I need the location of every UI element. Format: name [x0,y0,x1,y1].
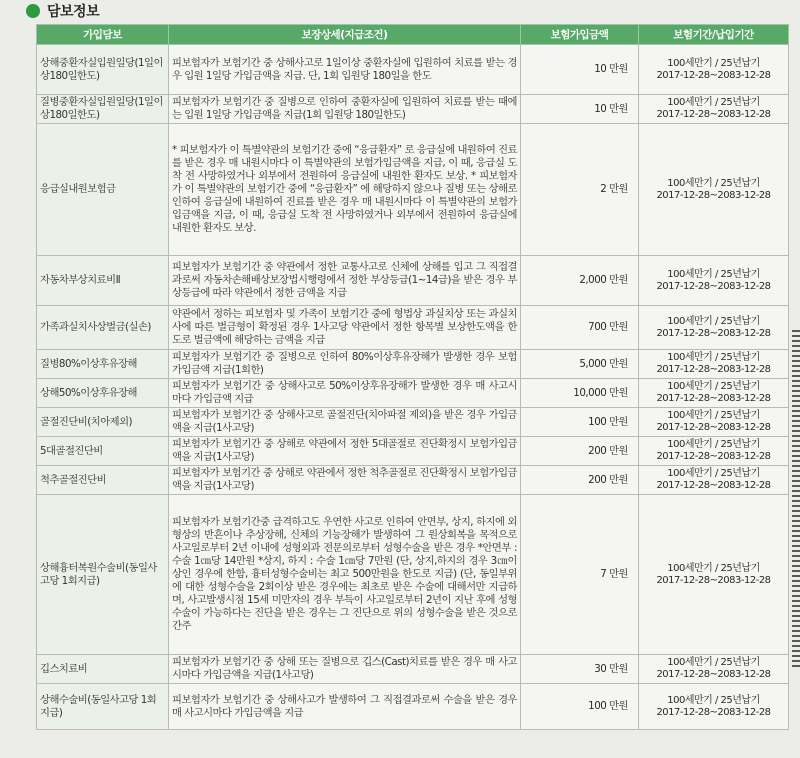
coverage-amount-cell: 10,000 만원 [521,379,639,408]
coverage-detail-cell: 피보험자가 보험기간 중 질병으로 인하여 중환자실에 입원하여 치료를 받는 때에는 입원 1일당 가입금액을 지급(1회 입원당 180일한도) [169,95,521,124]
coverage-name-cell: 자동차부상치료비Ⅱ [37,256,169,306]
table-header-row [37,25,789,45]
period-date-text: 2017-12-28~2083-12-28 [656,189,771,201]
coverage-amount-cell: 10 만원 [521,95,639,124]
period-date-text: 2017-12-28~2083-12-28 [656,364,771,375]
period-term-text: 100세만기 / 25년납기 [667,315,760,327]
coverage-amount-cell: 100 만원 [521,408,639,437]
coverage-period-cell [639,45,789,95]
period-term-text: 100세만기 / 25년납기 [667,57,760,69]
period-date-text: 2017-12-28~2083-12-28 [656,327,771,339]
coverage-period-cell [639,379,789,408]
period-date-text: 2017-12-28~2083-12-28 [656,480,771,491]
header-detail: 보장상세(지급조건) [169,25,521,45]
table-row [37,655,789,684]
header-amount: 보험가입금액 [521,25,639,45]
period-term-text: 100세만기 / 25년납기 [667,352,760,363]
coverage-period-cell [639,350,789,379]
table-row [37,408,789,437]
coverage-amount-cell: 700 만원 [521,306,639,350]
period-date-text: 2017-12-28~2083-12-28 [656,393,771,404]
coverage-name-cell: 상해중환자실입원일당(1일이상180일한도) [37,45,169,95]
period-date-text: 2017-12-28~2083-12-28 [656,451,771,462]
table-row [37,95,789,124]
coverage-detail-cell: 피보험자가 보험기간 중 질병으로 인하여 80%이상후유장해가 발생한 경우 보험가입금액 지급(1회한) [169,350,521,379]
table-row [37,684,789,730]
coverage-detail-cell: 피보험자가 보험기간 중 상해사고로 골절진단(치아파절 제외)을 받은 경우 가입금액을 지급(1사고당) [169,408,521,437]
coverage-amount-cell: 200 만원 [521,437,639,466]
coverage-period-cell [639,95,789,124]
table-row [37,124,789,256]
coverage-period-cell [639,256,789,306]
table-row [37,256,789,306]
coverage-amount-cell: 5,000 만원 [521,350,639,379]
period-date-text: 2017-12-28~2083-12-28 [656,422,771,433]
period-term-text: 100세만기 / 25년납기 [667,410,760,421]
coverage-amount-cell: 2 만원 [521,124,639,256]
period-term-text: 100세만기 / 25년납기 [667,468,760,479]
coverage-detail-cell: * 피보험자가 이 특별약관의 보험기간 중에 “응급환자” 로 응급실에 내원하여 진료를 받은 경우 매 내원시마다 이 특별약관의 보험가입금액을 지급, 이 때, 응급실 도착 전 사망하였거나 외부에서 전원하여 응급실에 내원한 환자도 보상. * 피보험자가 이 특별약관의 보험기간 중에 “응급환자” 에 해당하지 않으나 질병 또는 상해로 인하여 응급실에 내원하여 진료를 받은 경우 매 내원시마다 이 특별약관의 보험가입금액을 지급, 이 때, 응급실 도착 전 사망하였거나 외부에서 전원하여 응급실에 내원한 환자도 보상. [169,124,521,256]
period-term-text: 100세만기 / 25년납기 [667,562,760,574]
coverage-name-cell: 5대골절진단비 [37,437,169,466]
coverage-amount-cell: 10 만원 [521,45,639,95]
coverage-name-cell: 척추골절진단비 [37,466,169,495]
period-date-text: 2017-12-28~2083-12-28 [656,706,771,718]
coverage-name-cell: 상해흉터복원수술비(동일사고당 1회지급) [37,495,169,655]
coverage-detail-cell: 피보험자가 보험기간 중 상해사고로 1일이상 중환자실에 입원하여 치료를 받는 경우 입원 1일당 가입금액을 지급. 단, 1회 입원당 180일을 한도 [169,45,521,95]
period-term-text: 100세만기 / 25년납기 [667,268,760,280]
coverage-name-cell: 가족과실치사상벌금(실손) [37,306,169,350]
coverage-detail-cell: 약관에서 정하는 피보험자 및 가족이 보험기간 중에 형법상 과실치상 또는 과실치사에 따른 벌금형이 확정된 경우 1사고당 약관에서 정한 항목별 보상한도액을 한도로 벌금액에 해당하는 금액을 지급 [169,306,521,350]
period-term-text: 100세만기 / 25년납기 [667,439,760,450]
coverage-period-cell [639,684,789,730]
section-bullet-icon [26,4,40,18]
section-header [0,0,800,22]
coverage-name-cell: 깁스치료비 [37,655,169,684]
coverage-detail-cell: 피보험자가 보험기간 중 상해로 약관에서 정한 5대골절로 진단확정시 보험가입금액을 지급(1사고당) [169,437,521,466]
period-date-text: 2017-12-28~2083-12-28 [656,669,771,680]
coverage-detail-cell: 피보험자가 보험기간 중 약관에서 정한 교통사고로 신체에 상해를 입고 그 직접결과로써 자동차손해배상보장법시행령에서 정한 부상등급(1~14급)을 받은 경우 부상등급에 따라 약관에서 정한 금액을 지급 [169,256,521,306]
coverage-amount-cell: 200 만원 [521,466,639,495]
barcode-edge-marks [792,330,800,670]
table-row [37,437,789,466]
table-row [37,350,789,379]
period-date-text: 2017-12-28~2083-12-28 [656,109,771,120]
coverage-period-cell [639,124,789,256]
section-title: 담보정보 [47,4,100,20]
table-row [37,306,789,350]
coverage-name-cell: 질병중환자실입원일당(1일이상180일한도) [37,95,169,124]
coverage-period-cell [639,306,789,350]
coverage-detail-cell: 피보험자가 보험기간 중 상해사고가 발생하여 그 직접결과로써 수술을 받은 경우 매 사고시마다 가입금액을 지급 [169,684,521,730]
table-row [37,495,789,655]
coverage-detail-cell: 피보험자가 보험기간중 급격하고도 우연한 사고로 인하여 안면부, 상지, 하지에 외형상의 반흔이나 추상장해, 신체의 기능장해가 발생하여 그 원상회복을 목적으로 사고일로부터 2년 이내에 성형외과 전문의로부터 성형수술을 받은 경우 *안면부 : 수술 1㎝당 14만원 *상지, 하지 : 수술 1㎝당 7만원 (단, 상지,하지의 경우 3㎝이상인 경우에 한함, 흉터성형수술비는 최고 500만원을 한도로 지급) (단, 동일부위에 대한 성형수술을 2회이상 받은 경우에는 최초로 받은 수술에 대해서만 지급하며, 사고발생시점 15세 미만자의 경우 부득이 사고일로부터 2년이 지난 후에 성형 수술이 가능하다는 진단을 받은 경우는 그 진단으로 위의 성형수술을 받은 것으로 간주 [169,495,521,655]
coverage-table [36,24,789,730]
coverage-detail-cell: 피보험자가 보험기간 중 상해로 약관에서 정한 척추골절로 진단확정시 보험가입금액을 지급(1사고당) [169,466,521,495]
coverage-amount-cell: 2,000 만원 [521,256,639,306]
coverage-period-cell [639,437,789,466]
table-row [37,45,789,95]
period-date-text: 2017-12-28~2083-12-28 [656,280,771,292]
header-coverage: 가입담보 [37,25,169,45]
coverage-name-cell: 골절진단비(치아제외) [37,408,169,437]
header-period: 보험기간/납입기간 [639,25,789,45]
coverage-name-cell: 응급실내원보험금 [37,124,169,256]
period-date-text: 2017-12-28~2083-12-28 [656,69,771,81]
period-term-text: 100세만기 / 25년납기 [667,657,760,668]
coverage-detail-cell: 피보험자가 보험기간 중 상해사고로 50%이상후유장해가 발생한 경우 매 사고시마다 가입금액 지급 [169,379,521,408]
coverage-amount-cell: 30 만원 [521,655,639,684]
coverage-amount-cell: 100 만원 [521,684,639,730]
period-term-text: 100세만기 / 25년납기 [667,97,760,108]
coverage-period-cell [639,466,789,495]
period-term-text: 100세만기 / 25년납기 [667,177,760,189]
period-term-text: 100세만기 / 25년납기 [667,381,760,392]
table-row [37,466,789,495]
coverage-period-cell [639,408,789,437]
coverage-amount-cell: 7 만원 [521,495,639,655]
period-date-text: 2017-12-28~2083-12-28 [656,574,771,586]
period-term-text: 100세만기 / 25년납기 [667,694,760,706]
coverage-name-cell: 상해50%이상후유장해 [37,379,169,408]
coverage-detail-cell: 피보험자가 보험기간 중 상해 또는 질병으로 깁스(Cast)치료를 받은 경우 매 사고시마다 가입금액을 지급(1사고당) [169,655,521,684]
coverage-name-cell: 상해수술비(동일사고당 1회지급) [37,684,169,730]
coverage-period-cell [639,495,789,655]
coverage-period-cell [639,655,789,684]
table-row [37,379,789,408]
coverage-name-cell: 질병80%이상후유장해 [37,350,169,379]
